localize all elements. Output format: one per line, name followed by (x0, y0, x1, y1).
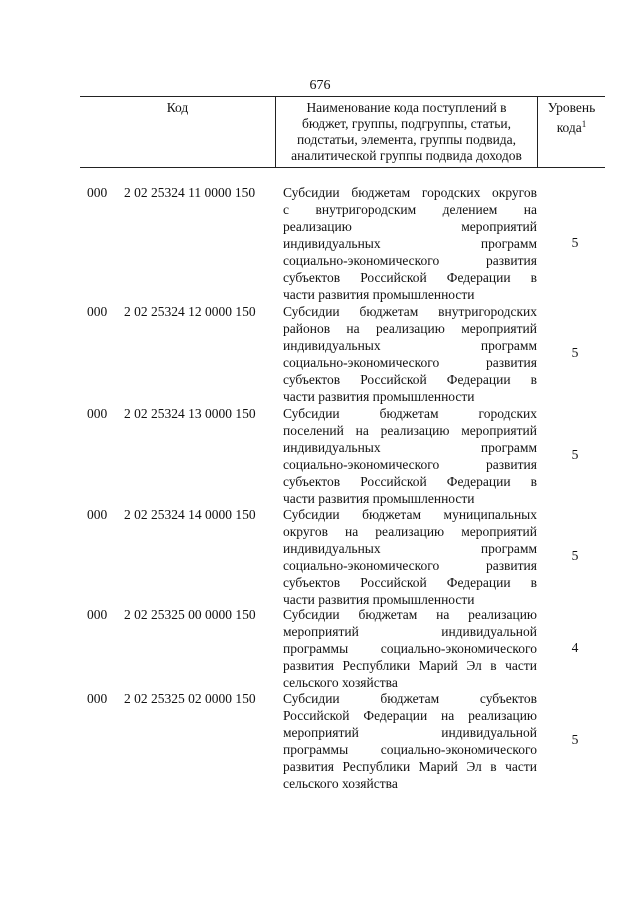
description-line: субъектов Российской Федерации в (283, 575, 537, 590)
description-line: мероприятий индивидуальной (283, 725, 537, 740)
page-number: 676 (309, 78, 331, 93)
revenue-code: 2 02 25324 12 0000 150 (124, 304, 256, 319)
description-line: индивидуальных программ (283, 338, 537, 353)
revenue-code: 2 02 25324 13 0000 150 (124, 406, 256, 421)
revenue-description (283, 303, 537, 405)
description-line: Субсидии бюджетам субъектов (283, 691, 537, 706)
revenue-description (283, 506, 537, 608)
description-line: Российской Федерации на реализацию (283, 708, 537, 723)
header-name-column (276, 97, 538, 167)
revenue-description (283, 184, 537, 303)
description-line: программы социально-экономического (283, 641, 537, 656)
admin-code: 000 (87, 304, 108, 319)
code-level: 4 (571, 640, 579, 655)
table-header (80, 96, 605, 168)
admin-code: 000 (87, 185, 108, 200)
code-level: 5 (571, 447, 579, 462)
description-line: части развития промышленности (283, 389, 475, 404)
header-level-column (538, 97, 605, 167)
admin-code: 000 (87, 691, 108, 706)
description-line: сельского хозяйства (283, 776, 398, 791)
revenue-code: 2 02 25324 14 0000 150 (124, 507, 256, 522)
description-line: социально-экономического развития (283, 253, 537, 268)
code-level: 5 (571, 235, 579, 250)
code-level: 5 (571, 345, 579, 360)
admin-code: 000 (87, 507, 108, 522)
description-line: индивидуальных программ (283, 236, 537, 251)
description-line: части развития промышленности (283, 287, 475, 302)
description-line: Субсидии бюджетам на реализацию (283, 607, 537, 622)
revenue-code: 2 02 25324 11 0000 150 (124, 185, 256, 200)
description-line: субъектов Российской Федерации в (283, 474, 537, 489)
description-line: программы социально-экономического (283, 742, 537, 757)
admin-code: 000 (87, 406, 108, 421)
description-line: районов на реализацию мероприятий (283, 321, 537, 336)
description-line: части развития промышленности (283, 491, 475, 506)
description-line: Субсидии бюджетам муниципальных (283, 507, 537, 522)
description-line: развития Республики Марий Эл в части (283, 658, 537, 673)
header-name-line: бюджет, группы, подгруппы, статьи, (302, 116, 511, 131)
revenue-code: 2 02 25325 00 0000 150 (124, 607, 256, 622)
description-line: Субсидии бюджетам внутригородских (283, 304, 537, 319)
description-line: округов на реализацию мероприятий (283, 524, 537, 539)
description-line: социально-экономического развития (283, 558, 537, 573)
description-line: части развития промышленности (283, 592, 475, 607)
header-level-line: Уровень (547, 100, 596, 115)
header-code-column (80, 97, 276, 167)
description-line: индивидуальных программ (283, 440, 537, 455)
footnote-marker: 1 (581, 119, 587, 129)
description-line: с внутригородским делением на (283, 202, 537, 217)
code-level: 5 (571, 548, 579, 563)
description-line: реализацию мероприятий (283, 219, 537, 234)
code-level: 5 (571, 732, 579, 747)
description-line: субъектов Российской Федерации в (283, 372, 537, 387)
header-name-line: Наименование кода поступлений в (306, 100, 507, 115)
description-line: Субсидии бюджетам городских округов (283, 185, 537, 200)
description-line: социально-экономического развития (283, 457, 537, 472)
description-line: поселений на реализацию мероприятий (283, 423, 537, 438)
header-name-line: аналитической группы подвида доходов (291, 148, 522, 163)
description-line: сельского хозяйства (283, 675, 398, 690)
header-level-line: кода (556, 120, 582, 135)
revenue-description (283, 405, 537, 507)
admin-code: 000 (87, 607, 108, 622)
revenue-description (283, 690, 537, 792)
header-code-label: Код (166, 100, 189, 115)
description-line: Субсидии бюджетам городских (283, 406, 537, 421)
description-line: мероприятий индивидуальной (283, 624, 537, 639)
description-line: социально-экономического развития (283, 355, 537, 370)
description-line: индивидуальных программ (283, 541, 537, 556)
header-name-line: подстатьи, элемента, группы подвида, (296, 132, 517, 147)
revenue-description (283, 606, 537, 691)
description-line: развития Республики Марий Эл в части (283, 759, 537, 774)
description-line: субъектов Российской Федерации в (283, 270, 537, 285)
revenue-code: 2 02 25325 02 0000 150 (124, 691, 256, 706)
